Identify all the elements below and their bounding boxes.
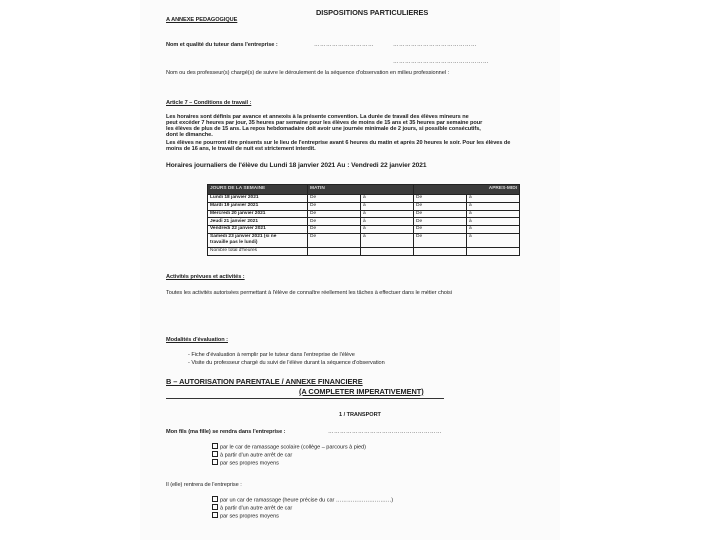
option-propres-moyens-retour[interactable] bbox=[212, 512, 279, 521]
matin-de[interactable]: De bbox=[308, 210, 361, 218]
header-apres-midi: APRES-MIDI bbox=[414, 185, 520, 195]
table-header-row bbox=[208, 185, 520, 195]
saturday-line-1: Samedi 23 janvier 2021 (si ne bbox=[210, 234, 277, 240]
total-matin[interactable] bbox=[308, 247, 361, 255]
table-row bbox=[208, 226, 520, 234]
matin-de[interactable]: De bbox=[308, 202, 361, 210]
header-jours: JOURS DE LA SEMAINE bbox=[208, 185, 308, 195]
apres-midi-a[interactable]: à bbox=[467, 226, 520, 234]
apres-midi-a[interactable]: à bbox=[467, 218, 520, 226]
apres-midi-a[interactable]: à bbox=[467, 195, 520, 203]
rentrera-label: Il (elle) rentrera de l'entreprise : bbox=[166, 482, 242, 488]
section-b-line-1: B – AUTORISATION PARENTALE / ANNEXE FINANCIERE bbox=[166, 377, 363, 386]
page-title: DISPOSITIONS PARTICULIERES bbox=[316, 8, 429, 17]
article7-title: Article 7 – Conditions de travail : bbox=[166, 100, 252, 106]
activites-title: Activités prévues et activités : bbox=[166, 274, 245, 280]
apres-midi-de[interactable]: De bbox=[414, 218, 467, 226]
text-line: dont le dimanche. bbox=[166, 132, 213, 138]
tutor-label: Nom et qualité du tuteur dans l'entreprise : bbox=[166, 42, 278, 48]
matin-a[interactable]: à bbox=[361, 210, 414, 218]
horaires-table bbox=[207, 184, 520, 256]
option-label: par un car de ramassage (heure précise du car …………………………) bbox=[220, 497, 394, 504]
checkbox[interactable] bbox=[212, 496, 218, 502]
option-label: par ses propres moyens bbox=[220, 513, 279, 520]
total-label: Nombre total d'heures bbox=[208, 247, 308, 255]
text-line: Les horaires sont définis par avance et annexés à la présente convention. La durée de travail des élèves mineurs ne bbox=[166, 114, 469, 120]
apres-midi-de[interactable]: De bbox=[414, 202, 467, 210]
matin-a[interactable]: à bbox=[361, 195, 414, 203]
section-b-heading bbox=[166, 378, 363, 385]
document-page bbox=[140, 0, 560, 540]
table-total-row bbox=[208, 247, 520, 255]
modalites-title: Modalités d'évaluation : bbox=[166, 337, 228, 343]
checkbox[interactable] bbox=[212, 512, 218, 518]
horaires-title: Horaires journaliers de l'élève du Lundi 18 janvier 2021 Au : Vendredi 22 janvier 2021 bbox=[166, 162, 427, 169]
section-b-subheading: (A COMPLETER IMPERATIVEMENT) bbox=[299, 387, 424, 396]
matin-a[interactable]: à bbox=[361, 233, 414, 247]
section-a-heading: A ANNEXE PEDAGOGIQUE bbox=[166, 17, 238, 23]
apres-midi-de[interactable]: De bbox=[414, 195, 467, 203]
activites-text: Toutes les activités autorisées permettant à l'élève de connaître réellement les tâches à effectuer dans le métier choisi bbox=[166, 290, 452, 296]
table-row bbox=[208, 210, 520, 218]
option-propres-moyens[interactable] bbox=[212, 459, 279, 468]
text-line: peut excéder 7 heures par jour, 35 heures par semaine pour les élèves de moins de 15 ans et 35 heures par semaine pour bbox=[166, 120, 483, 126]
total-apres-midi-2[interactable] bbox=[467, 247, 520, 255]
tutor-dots-3: ………………………………………… bbox=[393, 59, 489, 65]
checkbox[interactable] bbox=[212, 459, 218, 465]
checkbox[interactable] bbox=[212, 451, 218, 457]
apres-midi-de[interactable]: De bbox=[414, 233, 467, 247]
option-label: par le car de ramassage scolaire (collège – parcours à pied) bbox=[220, 444, 366, 451]
se-rendra-dots: ………………………………………………… bbox=[328, 429, 442, 435]
transport-title: 1 / TRANSPORT bbox=[339, 412, 381, 418]
modalites-item: - Visite du professeur chargé du suivi de l'élève durant la séquence d'observation bbox=[188, 360, 385, 366]
day-cell: Mercredi 20 janvier 2021 bbox=[208, 210, 308, 218]
tutor-dots-2: …………………………………… bbox=[393, 42, 477, 48]
tutor-dots-1: ………………………… bbox=[314, 42, 374, 48]
text-line: les élèves de plus de 15 ans. La repos hebdomadaire doit avoir une journée minimale de 2 jours, si possible consécutifs, bbox=[166, 126, 481, 132]
apres-midi-a[interactable]: à bbox=[467, 233, 520, 247]
text-line: moins de 16 ans, le travail de nuit est strictement interdit. bbox=[166, 146, 316, 152]
table-row bbox=[208, 218, 520, 226]
text-line: Les élèves ne pourront être présents sur le lieu de l'entreprise avant 6 heures du matin et après 20 heures le soir. Pour les élèves de bbox=[166, 140, 511, 146]
day-cell: Jeudi 21 janvier 2021 bbox=[208, 218, 308, 226]
option-label: par ses propres moyens bbox=[220, 460, 279, 467]
table-row bbox=[208, 195, 520, 203]
day-cell-saturday bbox=[208, 233, 308, 247]
matin-a[interactable]: à bbox=[361, 202, 414, 210]
table-row bbox=[208, 202, 520, 210]
day-cell: Lundi 18 janvier 2021 bbox=[208, 195, 308, 203]
saturday-line-2: travaille pas le lundi) bbox=[210, 240, 258, 246]
matin-de[interactable]: De bbox=[308, 218, 361, 226]
header-matin: MATIN bbox=[308, 185, 414, 195]
option-label: à partir d'un autre arrêt de car bbox=[220, 505, 293, 512]
matin-de[interactable]: De bbox=[308, 226, 361, 234]
apres-midi-de[interactable]: De bbox=[414, 210, 467, 218]
apres-midi-de[interactable]: De bbox=[414, 226, 467, 234]
matin-de[interactable]: De bbox=[308, 195, 361, 203]
se-rendra-label: Mon fils (ma fille) se rendra dans l'entreprise : bbox=[166, 429, 286, 435]
apres-midi-a[interactable]: à bbox=[467, 202, 520, 210]
day-cell: Vendredi 22 janvier 2021 bbox=[208, 226, 308, 234]
total-apres-midi[interactable] bbox=[414, 247, 467, 255]
teacher-label: Nom ou des professeur(s) chargé(s) de suivre le déroulement de la séquence d'observation en milieu professionnel : bbox=[166, 70, 449, 76]
apres-midi-a[interactable]: à bbox=[467, 210, 520, 218]
checkbox[interactable] bbox=[212, 443, 218, 449]
divider bbox=[166, 398, 444, 399]
total-matin-2[interactable] bbox=[361, 247, 414, 255]
day-cell: Mardi 19 janvier 2021 bbox=[208, 202, 308, 210]
option-label: à partir d'un autre arrêt de car bbox=[220, 452, 293, 459]
matin-a[interactable]: à bbox=[361, 226, 414, 234]
matin-a[interactable]: à bbox=[361, 218, 414, 226]
modalites-item: - Fiche d'évaluation à remplir par le tuteur dans l'entreprise de l'élève bbox=[188, 352, 355, 358]
matin-de[interactable]: De bbox=[308, 233, 361, 247]
checkbox[interactable] bbox=[212, 504, 218, 510]
table-row bbox=[208, 233, 520, 247]
